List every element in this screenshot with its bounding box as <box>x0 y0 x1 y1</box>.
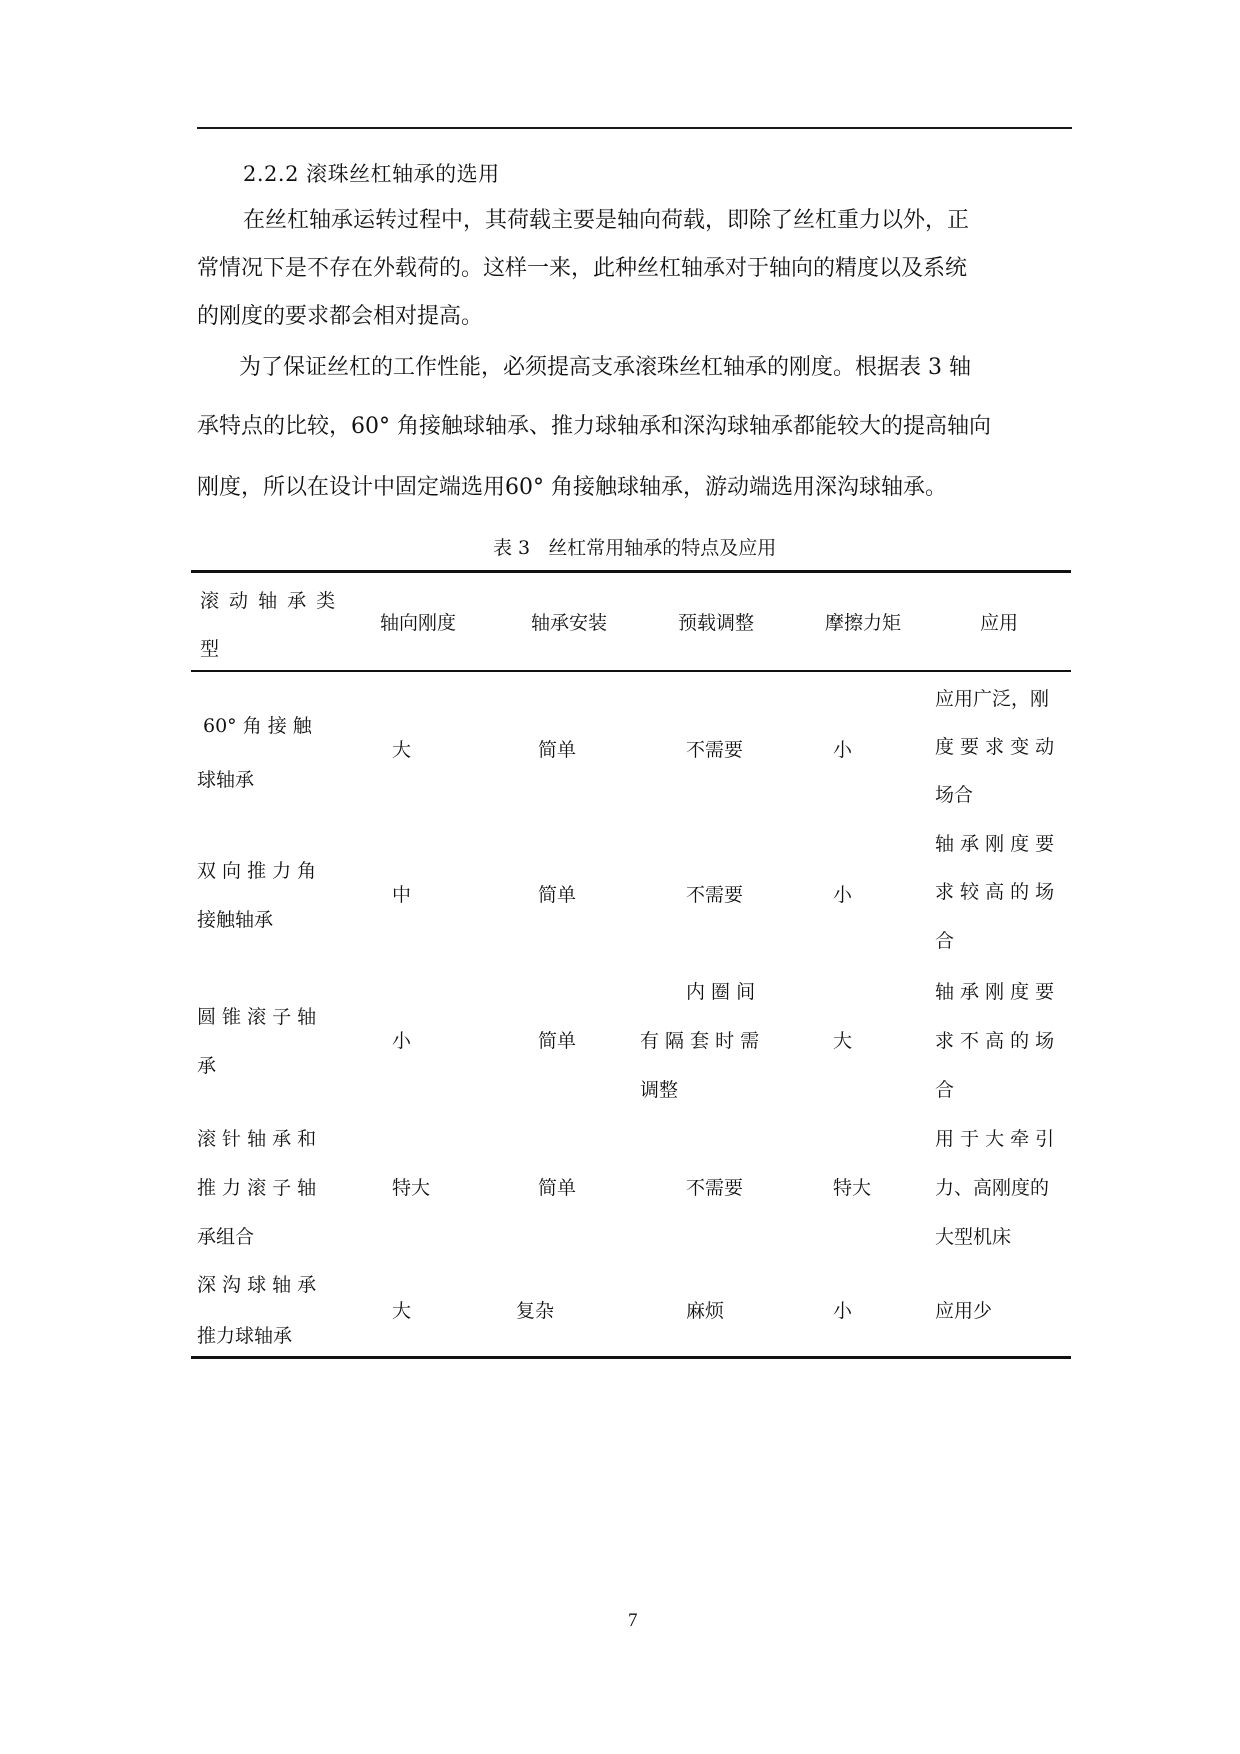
header-friction-torque: 摩擦力矩 <box>825 612 902 634</box>
cell-friction-torque: 小 <box>833 884 853 906</box>
cell-type: 滚 针 轴 承 和 <box>197 1128 317 1150</box>
paragraph-line: 为了保证丝杠的工作性能，必须提高支承滚珠丝杠轴承的刚度。根据表 3 轴 <box>239 355 971 380</box>
cell-type: 推力球轴承 <box>197 1325 293 1347</box>
cell-installation: 简单 <box>538 1030 577 1052</box>
cell-type: 接触轴承 <box>197 909 274 931</box>
header-preload-adjust: 预载调整 <box>678 612 755 634</box>
cell-type: 球轴承 <box>197 769 255 791</box>
header-installation: 轴承安装 <box>531 612 608 634</box>
header-axial-stiffness: 轴向刚度 <box>380 612 457 634</box>
paragraph-line: 常情况下是不存在外载荷的。这样一来，此种丝杠轴承对于轴向的精度以及系统 <box>197 256 968 281</box>
cell-preload-adjust: 不需要 <box>686 1177 744 1199</box>
cell-type: 承组合 <box>197 1226 255 1248</box>
cell-type: 双 向 推 力 角 <box>197 860 317 882</box>
cell-application: 大型机床 <box>935 1226 1012 1248</box>
cell-type: 深 沟 球 轴 承 <box>197 1274 317 1296</box>
cell-type: 60° 角 接 触 <box>203 715 312 737</box>
cell-application: 应用少 <box>935 1300 993 1322</box>
cell-installation: 简单 <box>538 884 577 906</box>
cell-axial-stiffness: 小 <box>392 1030 412 1052</box>
header-bearing-type: 滚 动 轴 承 类 <box>200 590 338 612</box>
header-application: 应用 <box>980 612 1019 634</box>
table-bottom-rule <box>191 1356 1071 1359</box>
cell-application: 求 不 高 的 场 <box>935 1030 1055 1052</box>
table-top-rule <box>191 570 1071 573</box>
paragraph-line: 的刚度的要求都会相对提高。 <box>197 304 484 329</box>
cell-axial-stiffness: 大 <box>392 1300 412 1322</box>
section-title: 滚珠丝杠轴承的选用 <box>306 162 500 186</box>
cell-application: 力、高刚度的 <box>935 1177 1050 1199</box>
cell-installation: 复杂 <box>516 1300 555 1322</box>
cell-preload-adjust: 不需要 <box>686 739 744 761</box>
table-header-rule <box>191 670 1071 672</box>
table-caption: 表 3 丝杠常用轴承的特点及应用 <box>493 537 777 559</box>
cell-application: 轴 承 刚 度 要 <box>935 981 1055 1003</box>
paragraph-line: 刚度，所以在设计中固定端选用60° 角接触球轴承，游动端选用深沟球轴承。 <box>197 475 947 500</box>
cell-type: 圆 锥 滚 子 轴 <box>197 1006 317 1028</box>
cell-application: 应用广泛，刚 <box>935 688 1050 710</box>
cell-preload-adjust: 内 圈 间 <box>686 981 756 1003</box>
cell-axial-stiffness: 大 <box>392 739 412 761</box>
cell-friction-torque: 小 <box>833 1300 853 1322</box>
cell-type: 推 力 滚 子 轴 <box>197 1177 317 1199</box>
cell-axial-stiffness: 中 <box>392 884 412 906</box>
cell-installation: 简单 <box>538 739 577 761</box>
cell-friction-torque: 小 <box>833 739 853 761</box>
cell-application: 合 <box>935 930 955 952</box>
header-rule <box>197 127 1072 129</box>
cell-preload-adjust: 麻烦 <box>686 1300 725 1322</box>
cell-installation: 简单 <box>538 1177 577 1199</box>
cell-type: 承 <box>197 1055 217 1077</box>
cell-application: 求 较 高 的 场 <box>935 881 1055 903</box>
cell-application: 场合 <box>935 784 974 806</box>
cell-preload-adjust: 有 隔 套 时 需 <box>640 1030 760 1052</box>
cell-friction-torque: 大 <box>833 1030 853 1052</box>
page-number: 7 <box>628 1610 638 1631</box>
header-bearing-type-cont: 型 <box>200 638 220 660</box>
cell-preload-adjust: 不需要 <box>686 884 744 906</box>
section-heading <box>243 158 500 188</box>
cell-application: 度 要 求 变 动 <box>935 736 1055 758</box>
section-number: 2.2.2 <box>243 162 299 186</box>
paragraph-line: 承特点的比较，60° 角接触球轴承、推力球轴承和深沟球轴承都能较大的提高轴向 <box>197 414 991 439</box>
cell-friction-torque: 特大 <box>833 1177 872 1199</box>
cell-preload-adjust: 调整 <box>640 1079 679 1101</box>
cell-application: 轴 承 刚 度 要 <box>935 833 1055 855</box>
cell-axial-stiffness: 特大 <box>392 1177 431 1199</box>
paragraph-line: 在丝杠轴承运转过程中，其荷载主要是轴向荷载，即除了丝杠重力以外，正 <box>243 208 970 233</box>
cell-application: 用 于 大 牵 引 <box>935 1128 1055 1150</box>
cell-application: 合 <box>935 1079 955 1101</box>
